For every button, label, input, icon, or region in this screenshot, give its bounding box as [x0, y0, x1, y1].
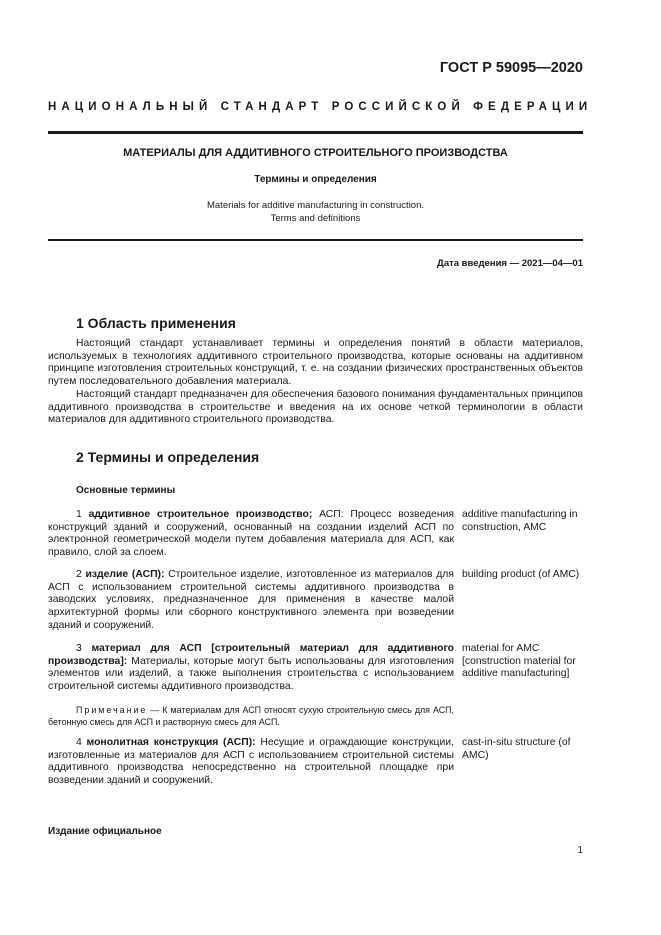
document-subtitle: Термины и определения	[254, 174, 377, 185]
term-definition: Несущие и ограждающие конструкции, изготовленные из материалов для АСП с использованием строительной системы аддитивного производства непосредственно на строительной площадке при возведении зданий и сооружений.	[48, 737, 454, 787]
term-definition: АСП: Процесс возведения конструкций зданий и сооружений, основанный на создании изделий АСП по электронной геометрической модели путем добавления материала для АСП, как правило, слой за слоем.	[48, 509, 455, 559]
term-number: 4	[76, 737, 82, 748]
basic-terms-subheading: Основные термины	[76, 485, 176, 496]
document-title: МАТЕРИАЛЫ ДЛЯ АДДИТИВНОГО СТРОИТЕЛЬНОГО ПРОИЗВОДСТВА	[123, 147, 508, 159]
section-1-body	[48, 338, 583, 427]
english-title-line-2: Terms and definitions	[270, 213, 361, 224]
term-english-1: additive manufacturing in construction, AMC	[462, 509, 578, 533]
term-english-4: cast-in-situ structure (of AMC)	[462, 737, 571, 761]
section-1-paragraph-2: Настоящий стандарт предназначен для обеспечения базового понимания фундаментальных принципов аддитивного производства в строительстве и введения на их основе четкой терминологии в области материалов для аддитивного строительного производства.	[48, 388, 583, 426]
term-entry-4	[48, 737, 454, 788]
note-label: Примечание	[76, 705, 148, 715]
english-title	[48, 199, 583, 225]
term-number: 2	[76, 569, 82, 580]
note	[48, 705, 454, 729]
term-definition: Материалы, которые могут быть использованы для изготовления элементов или изделий, а также выполнения строительства с использованием строительной системы аддитивного производства.	[48, 655, 454, 693]
document-code: ГОСТ Р 59095—2020	[439, 60, 583, 76]
term-entry-1	[48, 509, 454, 560]
term-name: аддитивное строительное производство;	[88, 509, 313, 520]
section-1-paragraph-1: Настоящий стандарт устанавливает термины и определения понятий в области материалов, используемых в технологиях аддитивного строительного производства, которые основаны на аддитивном принципе изготовления строительных конструкций, т. е. на создании физических пространственных объектов путем последовательного добавления материала.	[48, 338, 583, 388]
term-number: 1	[76, 509, 82, 520]
term-entry-2	[48, 569, 454, 633]
term-name: монолитная конструкция (АСП):	[86, 737, 256, 748]
title-rule	[48, 239, 583, 241]
term-entry-3	[48, 643, 454, 694]
header-rule	[48, 131, 583, 134]
note-text: — К материалам для АСП относят сухую строительную смесь для АСП, бетонную смесь для АСП и растворную смесь для АСП.	[48, 705, 454, 727]
term-english-3: material for AMC [construction material for additive manufacturing]	[462, 643, 576, 679]
introduction-date: Дата введения — 2021—04—01	[437, 258, 583, 269]
term-number: 3	[76, 643, 82, 654]
term-name: изделие (АСП):	[85, 569, 165, 580]
section-1-heading: 1 Область применения	[76, 315, 236, 331]
official-publication-label: Издание официальное	[48, 826, 162, 837]
term-definition: Строительное изделие, изготовленное из материалов для АСП с использованием строительной системы аддитивного производства в заводских условиях, предназначенное для применения в качестве малой архитектурной формы или сборного конструктивного элемента при возведении зданий и сооружений.	[48, 569, 454, 631]
national-standard-banner: НАЦИОНАЛЬНЫЙ СТАНДАРТ РОССИЙСКОЙ ФЕДЕРАЦИИ	[48, 101, 593, 113]
english-title-line-1: Materials for additive manufacturing in construction.	[206, 200, 425, 211]
page-number: 1	[577, 845, 583, 856]
term-name: материал для АСП [строительный материал для аддитивного производства]:	[48, 643, 454, 667]
section-2-heading: 2 Термины и определения	[76, 449, 260, 465]
term-english-2: building product (of AMC)	[462, 569, 580, 580]
